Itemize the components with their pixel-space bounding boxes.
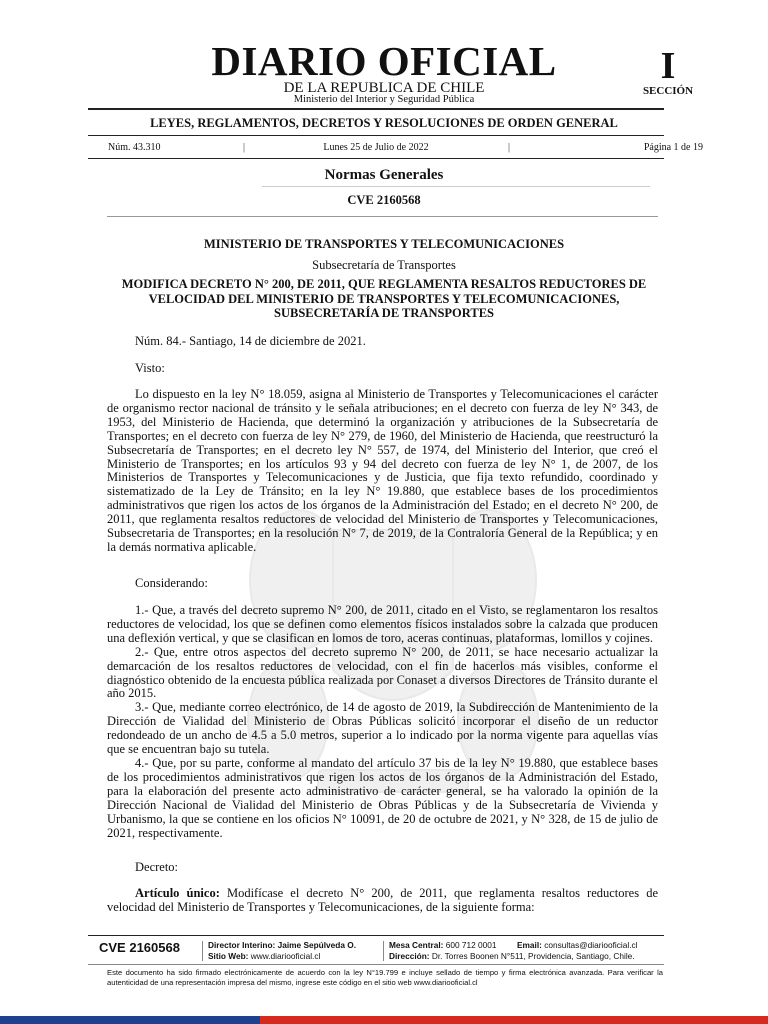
footer-central-label: Mesa Central: xyxy=(389,940,444,950)
footer-cve-code: CVE 2160568 xyxy=(99,940,180,955)
visto-label: Visto: xyxy=(135,361,165,375)
footer-top-rule xyxy=(88,935,664,936)
considerando-item: 2.- Que, entre otros aspectos del decreto supremo N° 200, de 2011, se hace necesario actualizar la demarcación de los resaltos reductores de velocidad, con el fin de hacerlos más visibles, conforme el diagnóstico obtenido de la encuesta pública realizada por Conaset a diversos Directores de Tránsito durante el año 2015. xyxy=(107,644,658,701)
decree-title: MODIFICA DECRETO N° 200, DE 2011, QUE REGLAMENTA RESALTOS REDUCTORES DE VELOCIDAD DEL MINISTERIO DE TRANSPORTES Y TELECOMUNICACIONES, SUBSECRETARÍA DE TRANSPORTES xyxy=(121,277,647,320)
footer-website xyxy=(208,951,320,962)
visto-text: Lo dispuesto en la ley N° 18.059, asigna al Ministerio de Transportes y Telecomunicaciones el carácter de organismo rector nacional de tránsito y le señala atribuciones; en el decreto con fuerza de ley N° 343, de 1953, del Ministerio de Hacienda, que determinó la organización y atribuciones de la Subsecretaría de Transportes; en el decreto con fuerza de ley N° 279, de 1960, del Ministerio de Hacienda, que reestructuró la Subsecretaría de Transportes; en el decreto ley N° 557, de 1974, del Ministerio del Interior, que creó el Ministerio de Transportes; en los artículos 93 y 94 del decreto con fuerza de ley N° 1, de 2007, de los Ministerios de Transportes y Telecomunicaciones y de Justicia, que fija texto refundido, coordinado y sistematizado de la Ley de Tránsito; en la ley N° 19.880, que establece bases de los procedimientos administrativos que rigen los actos de los órganos de la Administración del Estado; en el decreto N° 200, de 2011, que reglamenta resaltos reductores de velocidad del Ministerio de Transportes y Telecomunicaciones, Subsecretaria de Transportes; en la resolución N° 7, de 2019, de la Contraloría General de la República; y en la demás normativa aplicable. xyxy=(107,387,658,554)
footer-director-label: Director Interino: xyxy=(208,940,276,950)
footer-email-label: Email: xyxy=(517,940,542,950)
articulo-body: Modifícase el decreto N° 200, de 2011, que reglamenta resaltos reductores de velocidad del Ministerio de Transportes y Telecomunicaciones, de la siguiente forma: xyxy=(107,886,658,914)
articulo-bold-label: Artículo único: xyxy=(135,886,220,900)
footer-divider xyxy=(383,941,384,961)
considerando-item: 1.- Que, a través del decreto supremo N° 200, de 2011, citado en el Visto, se reglamentaron los resaltos reductores de velocidad, los que se definen como elementos físicos instalados sobre la calzada que producen una deflexión vertical, y que se clasifican en lomos de toro, aceras continuas, plataformas, lomillos y cojines. xyxy=(107,603,658,645)
cve-code: CVE 2160568 xyxy=(347,193,421,207)
section-roman-numeral: I xyxy=(660,45,676,87)
info-separator: | xyxy=(243,142,246,153)
masthead-ministry: Ministerio del Interior y Seguridad Pública xyxy=(293,94,475,105)
footer-website-label: Sitio Web: xyxy=(208,951,249,961)
footer-address-label: Dirección: xyxy=(389,951,430,961)
footer-signature-note: Este documento ha sido firmado electrónicamente de acuerdo con la ley N°19.799 e incluye sellado de tiempo y firma electrónica avanzada. Para verificar la autenticidad de una representación impresa del mismo, ingrese este código en el sitio web www.diariooficial.cl xyxy=(107,968,663,987)
ministry-heading: MINISTERIO DE TRANSPORTES Y TELECOMUNICACIONES xyxy=(203,237,565,251)
issue-date: Lunes 25 de Julio de 2022 xyxy=(323,142,429,153)
footer-address-value: Dr. Torres Boonen N°511, Providencia, Santiago, Chile. xyxy=(429,951,635,961)
footer-bottom-rule xyxy=(88,964,664,965)
info-rule xyxy=(88,158,664,159)
top-rule xyxy=(88,108,664,110)
info-separator: | xyxy=(508,142,511,153)
footer-email-link[interactable]: consultas@diariooficial.cl xyxy=(541,940,638,950)
visto-paragraph xyxy=(107,388,658,555)
band-title: LEYES, REGLAMENTOS, DECRETOS Y RESOLUCIONES DE ORDEN GENERAL xyxy=(150,116,618,130)
cve-rule xyxy=(107,216,658,217)
footer-director-name: Jaime Sepúlveda O. xyxy=(275,940,357,950)
issue-number: Núm. 43.310 xyxy=(108,142,161,153)
masthead-subtitle: DE LA REPUBLICA DE CHILE xyxy=(283,80,485,96)
footer-address xyxy=(389,951,635,962)
considerandos-block xyxy=(107,604,658,840)
footer-director xyxy=(208,940,356,951)
considerando-item: 4.- Que, por su parte, conforme al mandato del artículo 37 bis de la ley N° 19.880, que establece bases de los procedimientos administrativos que rigen los actos de los órganos de la Administración del Estado, para la elaboración del presente acto administrativo de carácter general, se ha valorado la opinión de la Dirección Nacional de Vialidad del Ministerio de Obras Públicas y de la Subsecretaría de Vivienda y Urbanismo, la que se contiene en los oficios N° 10091, de 20 de octubre de 2021, y N° 328, de 15 de julio de 2021, respectivamente. xyxy=(107,755,658,840)
decree-number-line: Núm. 84.- Santiago, 14 de diciembre de 2021. xyxy=(135,334,366,348)
masthead-title: DIARIO OFICIAL xyxy=(211,38,557,84)
section-heading: Normas Generales xyxy=(324,167,444,183)
footer-central-value: 600 712 0001 xyxy=(443,940,497,950)
footer-central xyxy=(389,940,496,951)
section-label: SECCIÓN xyxy=(642,85,694,97)
section-heading-rule xyxy=(262,186,650,187)
footer-email xyxy=(517,940,638,951)
footer-website-link[interactable]: www.diariooficial.cl xyxy=(248,951,321,961)
band-rule xyxy=(88,135,664,136)
decreto-label: Decreto: xyxy=(135,860,179,874)
considerando-item: 3.- Que, mediante correo electrónico, de 14 de agosto de 2019, la Subdirección de Mantenimiento de la Dirección de Vialidad del Ministerio de Obras Públicas solicitó incorporar el diseño de un reductor redondeado de un ancho de 4.5 a 5.0 metros, superior a lo indicado por la norma vigente para aquellas vías que se encuentran bajo su tutela. xyxy=(107,700,658,757)
articulo-text xyxy=(107,887,658,915)
footer-divider xyxy=(202,941,203,961)
flag-bar-blue xyxy=(0,1016,260,1024)
considerando-label: Considerando: xyxy=(135,576,208,590)
flag-bar-red xyxy=(260,1016,768,1024)
page-number: Página 1 de 19 xyxy=(643,142,703,153)
articulo-paragraph xyxy=(107,887,658,915)
subsecretaria-heading: Subsecretaría de Transportes xyxy=(312,258,456,272)
